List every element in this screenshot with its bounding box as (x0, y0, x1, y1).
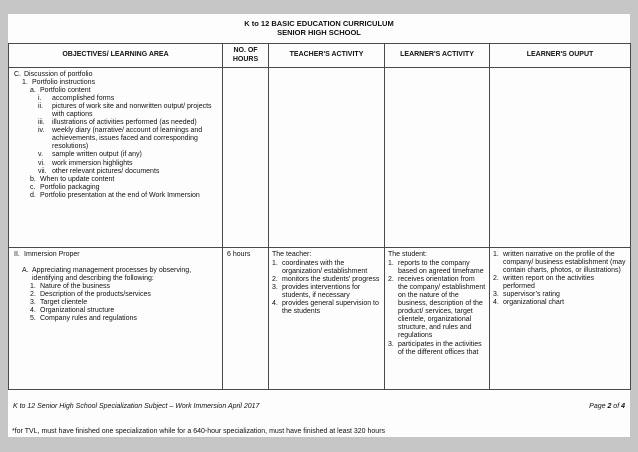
list-line (493, 291, 627, 299)
col-header-objectives: OBJECTIVES/ LEARNING AREA (9, 44, 223, 68)
line-text: Nature of the business (40, 283, 111, 291)
line-label: v. (38, 151, 43, 159)
line-label: vi. (38, 159, 45, 167)
line-label: 2. (388, 276, 394, 284)
list-line (272, 284, 381, 300)
line-label: 2. (272, 276, 278, 284)
list-line (12, 251, 219, 259)
of-label: of (611, 403, 622, 410)
line-text: receives orientation from the company/ establishment on the nature of the business, description of the product/ services, target clientele, organizational structure, and rules and regulations (398, 276, 486, 340)
line-text: provides interventions for students, if necessary (282, 284, 361, 300)
line-text: Target clientele (40, 299, 88, 307)
list-line (12, 299, 219, 307)
list-line (388, 260, 486, 276)
line-label: 3. (30, 299, 36, 307)
footnote: *for TVL, must have finished one specialization while for a 640-hour specialization, must have finished at least 320 hours (12, 428, 386, 435)
line-label: 4. (493, 299, 499, 307)
line-label: 2. (493, 275, 499, 283)
page-footer (13, 403, 625, 410)
list-line (493, 299, 627, 307)
list-line (493, 275, 627, 291)
line-label: 1. (30, 283, 36, 291)
doc-title: K to 12 BASIC EDUCATION CURRICULUM (244, 19, 394, 28)
list-line (12, 192, 219, 200)
line-label: 1. (22, 79, 28, 87)
line-label: ii. (38, 103, 44, 111)
line-label: b. (30, 175, 36, 183)
learner-activity-cell-empty (385, 68, 490, 248)
document-page (8, 14, 630, 437)
line-label: 4. (30, 307, 36, 315)
list-line (388, 276, 486, 340)
line-label: 3. (493, 291, 499, 299)
col-header-learner-output: LEARNER'S OUPUT (490, 44, 631, 68)
line-text: Description of the products/services (40, 291, 151, 299)
col-header-teacher-activity: TEACHER'S ACTIVITY (269, 44, 385, 68)
line-label: 5. (30, 315, 36, 323)
line-text: Discussion of portfolio (24, 71, 93, 78)
line-label: 4. (272, 300, 278, 308)
line-text: When to update content (40, 175, 115, 183)
line-text: other relevant pictures/ documents (52, 167, 160, 175)
list-line (12, 151, 219, 159)
line-text: written report on the activities performed (503, 275, 595, 291)
list-line (12, 283, 219, 291)
learner-activity-cell (385, 248, 490, 390)
line-label: 2. (30, 291, 36, 299)
line-text: weekly diary (narrative/ account of learnings and achievements, issues faced and corresponding resolutions) (52, 127, 203, 151)
line-text: accomplished forms (52, 95, 115, 103)
line-label: C. (14, 71, 21, 78)
line-label: A. (22, 267, 29, 275)
line-label: iii. (38, 119, 45, 127)
table-row (9, 248, 631, 390)
line-label: 3. (388, 340, 394, 348)
line-label: vii. (38, 167, 47, 175)
line-text: pictures of work site and nonwritten output/ projects with captions (52, 103, 212, 119)
list-line (12, 315, 219, 323)
page-total-value: 4 (621, 403, 625, 410)
footer-left: K to 12 Senior High School Specialization Subject – Work Immersion April 2017 (13, 403, 260, 410)
line-text: Company rules and regulations (40, 315, 137, 323)
page-number-value: 2 (607, 403, 612, 410)
line-text: work immersion highlights (52, 159, 133, 167)
line-label: i. (38, 95, 42, 103)
line-text: monitors the students’ progress (282, 276, 380, 284)
list-line (272, 260, 381, 276)
line-text: Portfolio content (40, 87, 91, 95)
line-label: a. (30, 87, 36, 95)
line-text: sample written output (if any) (52, 151, 142, 159)
list-line (388, 341, 486, 357)
list-line (12, 79, 219, 87)
list-line (272, 276, 381, 284)
learner-output-cell (490, 248, 631, 390)
teacher-activity-cell (269, 248, 385, 390)
doc-subtitle: SENIOR HIGH SCHOOL (277, 28, 361, 37)
learner-output-cell-empty (490, 68, 631, 248)
list-line (12, 160, 219, 168)
line-label: 1. (493, 251, 499, 258)
objectives-cell (9, 248, 223, 390)
line-text: Portfolio packaging (40, 183, 100, 191)
line-text: participates in the activities of the different offices that (398, 340, 482, 356)
list-line (12, 267, 219, 283)
header-row (9, 44, 631, 68)
list-line (12, 307, 219, 315)
list-line (12, 95, 219, 103)
line-label: c. (30, 183, 36, 191)
line-text: Organizational structure (40, 307, 115, 315)
line-text: organizational chart (503, 299, 565, 307)
line-text: reports to the company based on agreed timeframe (398, 260, 484, 276)
hours-value: 6 hours (227, 251, 251, 258)
line-label: 3. (272, 284, 278, 292)
list-line (12, 87, 219, 95)
list-line (12, 291, 219, 299)
line-label: 1. (272, 260, 278, 268)
line-text: written narrative on the profile of the company/ business establishment (may contain charts, photos, or illustrations) (503, 251, 626, 275)
line-text: coordinates with the organization/ establishment (282, 260, 368, 276)
line-text: supervisor’s rating (503, 291, 560, 299)
page-label: Page (589, 403, 608, 410)
col-header-hours: NO. OF HOURS (223, 44, 269, 68)
list-line (12, 168, 219, 176)
list-line (12, 119, 219, 127)
teacher-intro: The teacher: (272, 251, 312, 258)
curriculum-table (8, 43, 631, 390)
col-header-learner-activity: LEARNER'S ACTIVITY (385, 44, 490, 68)
list-line (493, 251, 627, 275)
line-label: II. (14, 251, 20, 258)
line-label: iv. (38, 127, 45, 135)
learner-intro: The student: (388, 251, 427, 258)
table-row (9, 68, 631, 248)
line-text: Appreciating management processes by observing, identifying and describing the following: (32, 267, 192, 283)
list-line (12, 103, 219, 119)
line-text: illustrations of activities performed (as needed) (52, 119, 197, 127)
line-text: Portfolio instructions (32, 79, 96, 87)
line-text: Immersion Proper (24, 251, 80, 258)
hours-cell-empty (223, 68, 269, 248)
list-line (272, 300, 381, 316)
list-line (12, 176, 219, 184)
list-line (12, 71, 219, 79)
line-text: provides general supervision to the students (282, 300, 379, 316)
page-number (589, 403, 625, 410)
line-label: 1. (388, 260, 394, 268)
teacher-activity-cell-empty (269, 68, 385, 248)
line-label: d. (30, 191, 36, 199)
line-text: Portfolio presentation at the end of Work Immersion (40, 191, 200, 199)
hours-cell (223, 248, 269, 390)
list-line (12, 127, 219, 151)
objectives-cell (9, 68, 223, 248)
list-line (12, 184, 219, 192)
